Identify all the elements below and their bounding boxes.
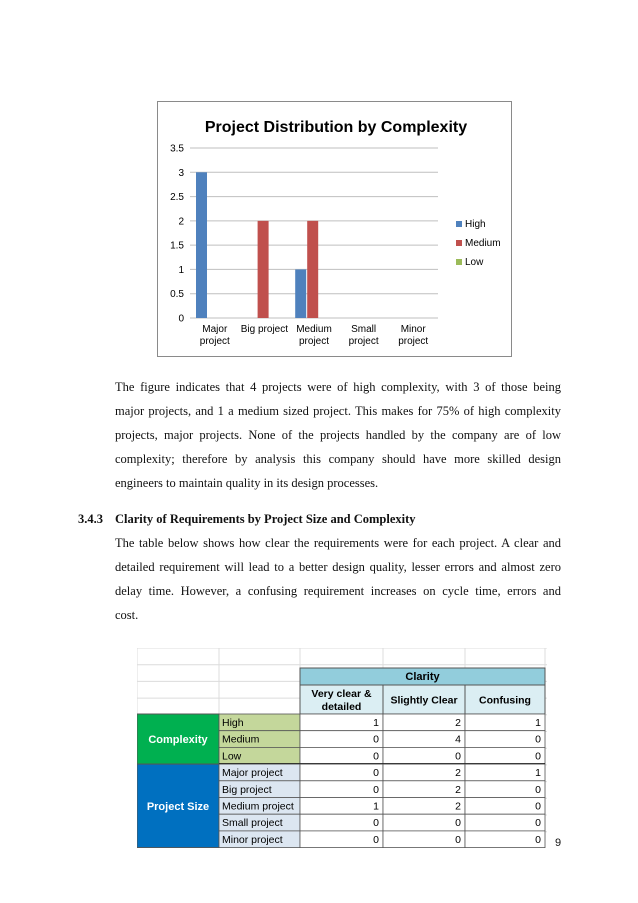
header-group-label: Clarity: [405, 671, 440, 683]
group-label: Complexity: [148, 734, 208, 747]
legend-swatch-medium: [456, 240, 462, 246]
page-number: 9: [555, 837, 562, 849]
y-tick-label: 3.5: [170, 143, 184, 155]
value-cell-text: 2: [455, 767, 461, 780]
value-cell-text: 4: [455, 733, 461, 746]
group-label: Project Size: [146, 800, 210, 813]
clarity-table-graphic: [137, 648, 547, 848]
value-cell: [383, 831, 465, 848]
value-cell: [300, 747, 383, 764]
value-cell: [465, 714, 545, 731]
bar-medium: [307, 221, 318, 318]
value-cell-text: 2: [455, 717, 461, 729]
legend-label: Low: [465, 257, 484, 268]
value-cell: [383, 781, 465, 798]
x-tick-label: Big project: [240, 324, 289, 335]
text-line: projects, major projects. None of the projects handled by the company are of low: [115, 428, 561, 442]
value-cell-text: 1: [535, 767, 541, 780]
legend-label: High: [465, 219, 486, 230]
row-label: Small project: [222, 817, 283, 830]
value-cell: [465, 747, 545, 764]
value-cell: [300, 798, 383, 815]
x-tick-label: project: [348, 336, 379, 347]
bar-high: [196, 172, 207, 318]
value-cell: [383, 814, 465, 831]
row-label: Low: [222, 750, 242, 763]
value-cell: [300, 731, 383, 748]
value-cell: [383, 747, 465, 764]
value-cell: [465, 831, 545, 848]
column-header-label: Confusing: [479, 694, 531, 707]
value-cell: [465, 798, 545, 815]
column-header-label: Slightly Clear: [390, 694, 458, 707]
value-cell-text: 1: [373, 717, 379, 729]
legend-label: Medium: [465, 238, 501, 249]
row-label: Medium project: [222, 800, 294, 813]
value-cell-text: 0: [455, 750, 461, 763]
value-cell-text: 0: [373, 750, 379, 763]
value-cell-text: 0: [373, 783, 379, 796]
value-cell-text: 0: [455, 833, 461, 846]
value-cell: [300, 814, 383, 831]
paragraph-table-intro: [115, 531, 561, 627]
y-tick-label: 0.5: [170, 289, 184, 301]
value-cell: [465, 731, 545, 748]
value-cell: [300, 714, 383, 731]
text-line: The table below shows how clear the requirements were for each project. A clear and: [115, 536, 561, 550]
value-cell-text: 0: [455, 817, 461, 830]
value-cell-text: 0: [535, 800, 541, 813]
x-tick-label: Medium: [296, 324, 332, 335]
value-cell-text: 1: [535, 717, 541, 729]
y-tick-label: 2: [178, 216, 184, 228]
row-label: Minor project: [222, 833, 283, 846]
x-tick-label: Small: [351, 324, 377, 335]
row-label: Medium: [222, 733, 260, 746]
value-cell-text: 1: [373, 800, 379, 813]
value-cell-text: 0: [373, 767, 379, 780]
value-cell: [465, 764, 545, 781]
x-tick-label: project: [298, 336, 330, 347]
value-cell-text: 0: [535, 750, 541, 763]
row-label: High: [222, 717, 244, 729]
section-title: Clarity of Requirements by Project Size and Complexity: [115, 512, 416, 526]
text-line: delay time. However, a confusing requirement increases on cycle time, errors and: [115, 584, 561, 598]
y-tick-label: 3: [178, 167, 184, 179]
value-cell: [465, 814, 545, 831]
chart-title: Project Distribution by Complexity: [204, 119, 468, 136]
y-tick-label: 1.5: [170, 240, 184, 252]
value-cell-text: 0: [535, 783, 541, 796]
text-line: The figure indicates that 4 projects were of high complexity, with 3 of those being: [115, 380, 561, 394]
bar-medium: [258, 221, 269, 318]
text-line: cost.: [115, 608, 139, 622]
bar-chart: [158, 102, 513, 358]
value-cell: [300, 781, 383, 798]
legend-swatch-high: [456, 221, 462, 227]
column-header-label: detailed: [321, 701, 362, 713]
text-line: major projects, and 1 a medium sized project. This makes for 75% of high complexity: [115, 404, 561, 418]
value-cell: [383, 798, 465, 815]
value-cell-text: 0: [373, 817, 379, 830]
value-cell: [383, 731, 465, 748]
value-cell: [383, 764, 465, 781]
value-cell-text: 0: [535, 817, 541, 830]
x-tick-label: Minor: [400, 324, 426, 335]
x-tick-label: project: [199, 336, 230, 347]
value-cell: [300, 764, 383, 781]
x-tick-label: project: [398, 336, 429, 347]
value-cell-text: 2: [455, 800, 461, 813]
text-line: detailed requirement will lead to a better design quality, lesser errors and almost zero: [115, 560, 561, 574]
clarity-table: [137, 648, 547, 848]
bar-high: [295, 269, 306, 318]
value-cell: [300, 831, 383, 848]
value-cell-text: 0: [535, 833, 541, 846]
value-cell-text: 0: [373, 733, 379, 746]
legend-swatch-low: [456, 259, 462, 265]
row-label: Major project: [222, 767, 283, 780]
column-header-label: Very clear &: [311, 688, 372, 700]
x-tick-label: Major: [202, 324, 228, 335]
y-tick-label: 0: [178, 313, 184, 325]
value-cell: [465, 781, 545, 798]
text-line: complexity; therefore by analysis this company should have more skilled design: [115, 452, 561, 466]
text-line: engineers to maintain quality in its design processes.: [115, 476, 379, 490]
row-label: Big project: [222, 783, 272, 796]
value-cell-text: 0: [373, 833, 379, 846]
paragraph-figure-analysis: [115, 375, 561, 495]
y-tick-label: 2.5: [170, 192, 184, 204]
chart-frame: [157, 101, 512, 357]
value-cell: [383, 714, 465, 731]
value-cell-text: 0: [535, 733, 541, 746]
y-tick-label: 1: [178, 264, 184, 276]
value-cell-text: 2: [455, 783, 461, 796]
section-number: 3.4.3: [78, 512, 103, 526]
